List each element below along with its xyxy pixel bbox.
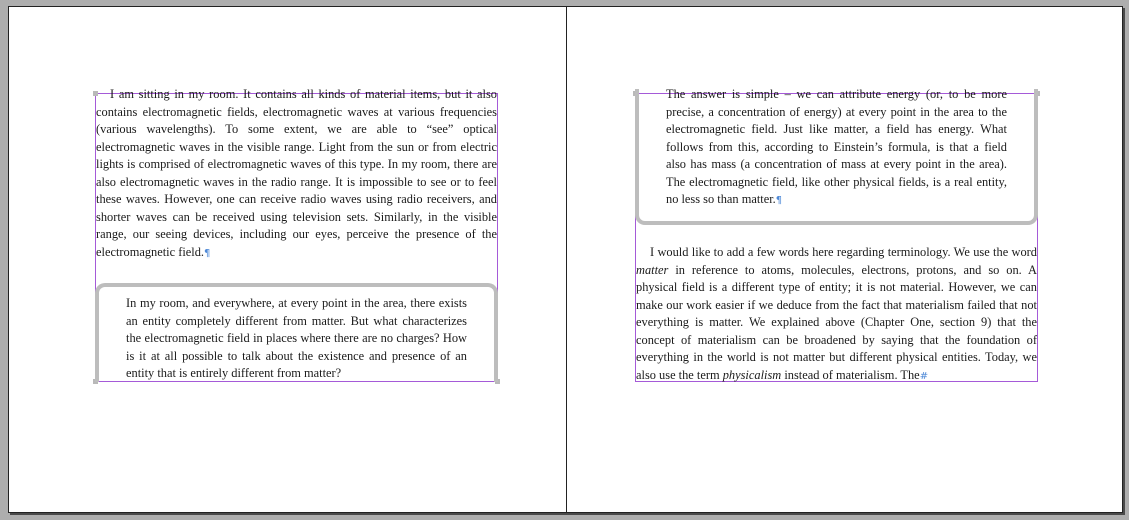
overset-mark: # (919, 370, 929, 382)
paragraph-text: I would like to add a few words here regarding terminology. We use the word (650, 245, 1037, 259)
pilcrow-mark: ¶ (775, 195, 783, 206)
paragraph-text: I am sitting in my room. It contains all kinds of material items, but it also contains electromagnetic fields, electromagnetic waves at various frequencies (various wavelengths). To some extent, we are able to “see” optical electromagnetic waves in the visible range. Light from the sun or from electric lights is comprised of electromagnetic waves of this type. In my room, there are also electromagnetic waves in the radio range. It is impossible to see or to feel these waves. However, one can receive radio waves using radio receivers, and shorter waves can be received using television sets. Similarly, in the visible range, our seeing devices, including our eyes, perceive the presence of the electromagnetic field. (96, 87, 497, 259)
boxed-question-text (126, 295, 467, 383)
left-paragraph-1 (96, 86, 497, 262)
term-physicalism: physicalism (722, 367, 782, 382)
pilcrow-mark: ¶ (204, 247, 211, 259)
page-spread (8, 6, 1123, 513)
right-paragraph-2 (636, 244, 1037, 385)
boxed-answer-text (666, 86, 1007, 210)
question-text: In my room, and everywhere, at every point in the area, there exists an entity completely different from matter. But what characterizes the electromagnetic field in places where there are no charges? How is it at all possible to talk about the existence and presence of an entity that is entirely different from matter? (126, 296, 467, 380)
spine-divider (566, 7, 567, 512)
term-matter: matter (636, 262, 669, 277)
answer-text: The answer is simple – we can attribute energy (or, to be more precise, a concentration of energy) at every point in the area to the electromagnetic field. Just like matter, a field has energy. What follows from this, according to Einstein’s formula, is that a field also has mass (a concentration of mass at every point in the area). The electromagnetic field, like other physical fields, is a real entity, no less so than matter. (666, 87, 1007, 206)
paragraph-text: in reference to atoms, molecules, electrons, protons, and so on. A physical field is a different type of entity; it is not material. However, we can make our work easier if we deduce from the fact that materialism failed that not everything is matter. We explained above (Chapter One, section 9) that the concept of materialism can be broadened by saying that the foundation of everything in the world is not matter but different physical entities. Today, we also use the term (636, 262, 1037, 382)
paragraph-text: instead of materialism. The (781, 367, 920, 382)
